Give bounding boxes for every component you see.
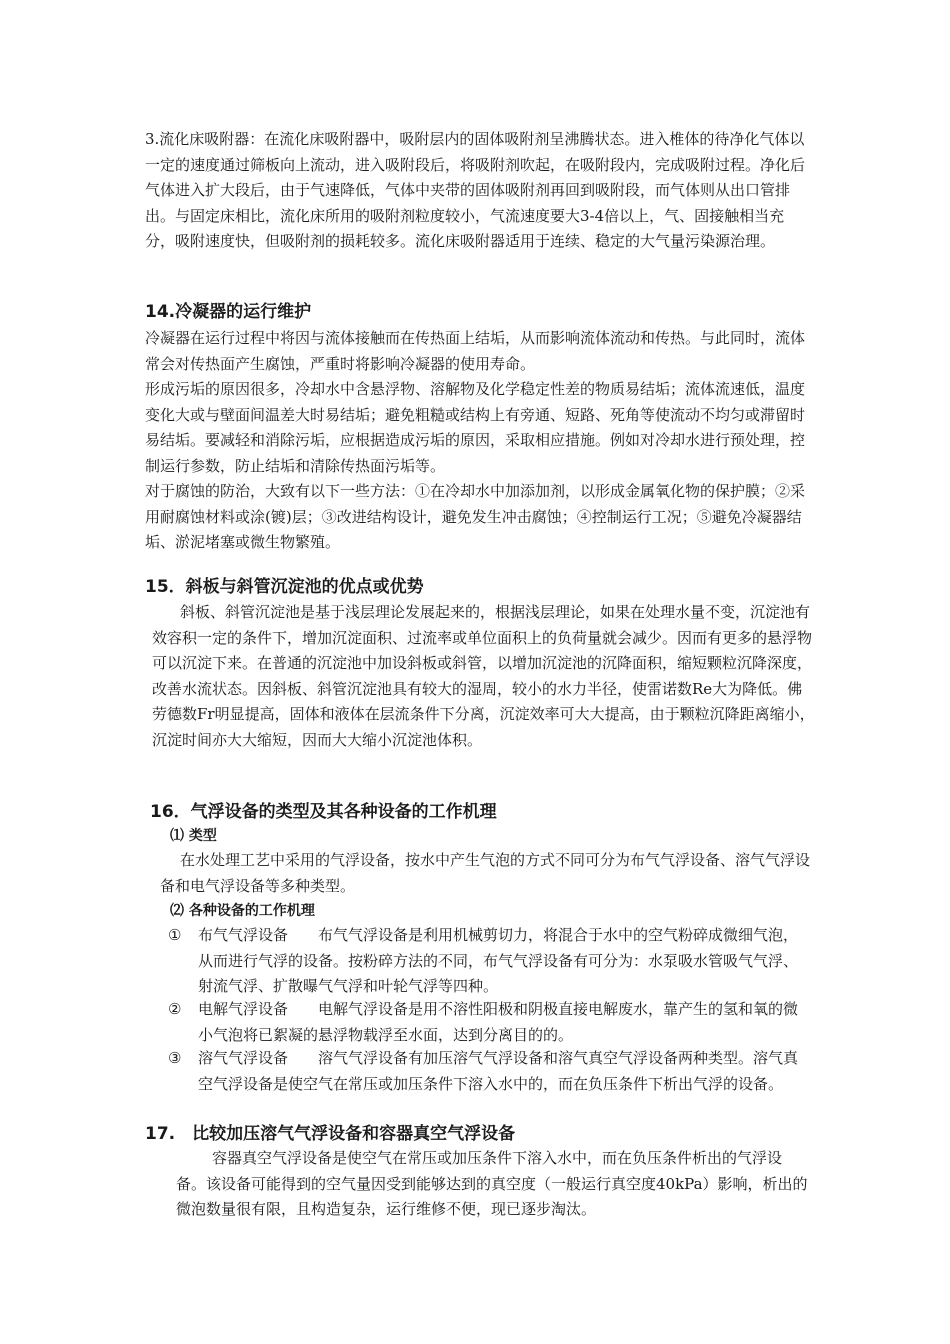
section-16-sub-types: ⑴ 类型 xyxy=(170,828,217,844)
list-item xyxy=(168,1046,810,1097)
list-item xyxy=(168,923,810,1000)
section-16-heading: 16．气浮设备的类型及其各种设备的工作机理 xyxy=(150,802,497,822)
section-16-types-block xyxy=(160,848,810,899)
list-item xyxy=(168,997,810,1048)
section-17-heading: 17. 比较加压溶气气浮设备和容器真空气浮设备 xyxy=(145,1124,516,1144)
section-15-paragraph: 斜板、斜管沉淀池是基于浅层理论发展起来的，根据浅层理论，如果在处理水量不变，沉淀池有效容积一定的条件下，增加沉淀面积、过流率或单位面积上的负荷量就会减少。因而有更多的悬浮物可以沉淀下来。在普通的沉淀池中加设斜板或斜管，以增加沉淀池的沉降面积，缩短颗粒沉降深度，改善水流状态。因斜板、斜管沉淀池具有较大的湿周，较小的水力半径，使雷诺数Re大为降低。佛劳德数Fr明显提高，固体和液体在层流条件下分离，沉淀效率可大大提高，由于颗粒沉降距离缩小，沉淀时间亦大大缩短，因而大大缩小沉淀池体积。 xyxy=(152,603,815,749)
section-14-paragraph-3: 对于腐蚀的防治，大致有以下一些方法：①在冷却水中加添加剂，以形成金属氧化物的保护膜；②采用耐腐蚀材料或涂(镀)层；③改进结构设计，避免发生冲击腐蚀；④控制运行工况；⑤避免冷凝器结垢、淤泥堵塞或微生物繁殖。 xyxy=(145,482,806,551)
item-text: 电解气浮设备 电解气浮设备是用不溶性阳极和阴极直接电解废水，靠产生的氢和氧的微小气泡将已絮凝的悬浮物载浮至水面，达到分离目的的。 xyxy=(198,1000,799,1044)
item-text: 布气气浮设备 布气气浮设备是利用机械剪切力，将混合于水中的空气粉碎成微细气泡，从而进行气浮的设备。按粉碎方法的不同，布气气浮设备有可分为：水泵吸水管吸气气浮、射流气浮、扩散曝气气浮和叶轮气浮等四种。 xyxy=(198,926,799,995)
section-17-paragraph: 容器真空气浮设备是使空气在常压或加压条件下溶入水中，而在负压条件析出的气浮设备。该设备可能得到的空气量因受到能够达到的真空度（一般运行真空度40kPa）影响，析出的微泡数量很有限，且构造复杂，运行维修不便，现已逐步淘汰。 xyxy=(176,1149,808,1218)
section-15-heading: 15．斜板与斜管沉淀池的优点或优势 xyxy=(145,577,424,597)
section-14-paragraph-2: 形成污垢的原因很多，冷却水中含悬浮物、溶解物及化学稳定性差的物质易结垢；流体流速低，温度变化大或与壁面间温差大时易结垢；避免粗糙或结构上有旁通、短路、死角等使流动不均匀或滞留时易结垢。要减轻和消除污垢，应根据造成污垢的原因，采取相应措施。例如对冷却水进行预处理，控制运行参数，防止结垢和清除传热面污垢等。 xyxy=(145,380,806,475)
item-number: ③ xyxy=(168,1049,182,1067)
section-3-paragraph: 3.流化床吸附器：在流化床吸附器中，吸附层内的固体吸附剂呈沸腾状态。进入椎体的待净化气体以一定的速度通过筛板向上流动，进入吸附段后，将吸附剂吹起，在吸附段内，完成吸附过程。净化后气体进入扩大段后，由于气速降低，气体中夹带的固体吸附剂再回到吸附段，而气体则从出口管排出。与固定床相比，流化床所用的吸附剂粒度较小，气流速度要大3-4倍以上，气、固接触相当充分，吸附速度快，但吸附剂的损耗较多。流化床吸附器适用于连续、稳定的大气量污染源治理。 xyxy=(145,130,806,250)
section-15-block xyxy=(152,600,817,753)
item-number: ② xyxy=(168,1000,182,1018)
item-number: ① xyxy=(168,926,182,944)
section-14-paragraph-1: 冷凝器在运行过程中将因与流体接触而在传热面上结垢，从而影响流体流动和传热。与此同时，流体常会对传热面产生腐蚀，严重时将影响冷凝器的使用寿命。 xyxy=(145,329,806,373)
section-3-block xyxy=(145,127,810,255)
section-14-heading: 14.冷凝器的运行维护 xyxy=(145,302,312,322)
section-17-block xyxy=(176,1146,810,1223)
section-14-block xyxy=(145,326,810,556)
item-text: 溶气气浮设备 溶气气浮设备有加压溶气气浮设备和溶气真空气浮设备两种类型。溶气真空气浮设备是使空气在常压或加压条件下溶入水中的，而在负压条件下析出气浮的设备。 xyxy=(198,1049,799,1093)
section-16-sub-mechanism: ⑵ 各种设备的工作机理 xyxy=(170,903,315,919)
section-16-types-paragraph: 在水处理工艺中采用的气浮设备，按水中产生气泡的方式不同可分为布气气浮设备、溶气气浮设备和电气浮设备等多种类型。 xyxy=(160,851,811,895)
